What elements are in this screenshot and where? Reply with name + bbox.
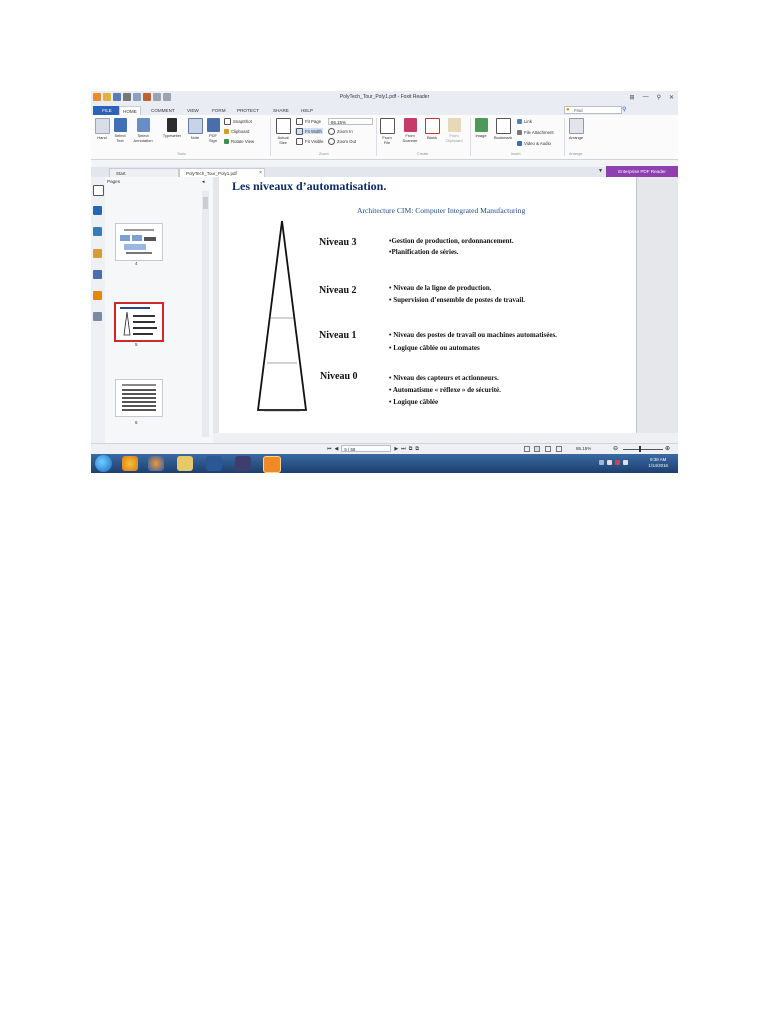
automation-pyramid [253,217,313,417]
group-arrange-label: Arrange [569,152,583,156]
tab-help[interactable]: HELP [301,108,314,113]
select-annotation-button[interactable] [131,118,155,143]
restore-icon[interactable]: ⚲ [656,95,661,101]
foxit-taskbar-icon[interactable] [263,456,281,473]
level-bullet: • Supervision d’ensemble de postes de travail. [389,296,526,304]
image-button[interactable] [473,118,489,139]
level-label: Niveau 3 [319,237,357,248]
clock-date: 1/14/2016 [648,463,668,468]
pdf-sign-label: PDF Sign [208,133,217,143]
fit-visible-icon [296,138,303,145]
chrome-icon[interactable] [122,456,138,471]
note-button[interactable] [188,118,202,141]
select-text-button[interactable] [112,118,128,143]
link-icon [517,119,522,124]
select-text-icon [114,118,127,132]
tray-arrow-icon[interactable] [599,460,604,465]
ribbon-toggle-icon[interactable]: ⊞ [629,95,635,101]
rotate-view-label: Rotate View [231,138,255,144]
hand-button[interactable] [93,118,111,141]
status-zoom-value[interactable]: 86.15% [576,446,592,451]
level-bullet: • Niveau des capteurs et actionneurs. [389,374,499,382]
network-icon[interactable] [615,460,620,465]
actual-size-label: Actual Size [277,135,289,145]
next-page-icon[interactable]: ▶ [394,445,399,452]
single-page-view-icon[interactable] [524,446,530,452]
navigation-panel-icons [91,177,106,443]
group-tools-label: Tools [177,152,186,156]
clipboard-label: Clipboard [231,128,250,134]
word-icon[interactable] [206,456,222,471]
zoom-in-icon[interactable]: ⊕ [665,446,671,452]
tab-file[interactable]: FILE [93,106,121,115]
zoom-out-label: Zoom Out [337,138,357,144]
file-explorer-icon[interactable] [177,456,193,471]
link-button[interactable] [517,118,532,124]
group-zoom-label: Zoom [319,152,329,156]
find-icon: ● [566,107,570,113]
slide-subtitle: Architecture CIM: Computer Integrated Manufacturing [357,206,526,215]
zoom-slider[interactable] [623,449,663,450]
camera-icon [224,118,231,125]
from-clipboard-label: From Clipboard [445,133,463,143]
typewriter-label: Typewriter [162,133,182,138]
system-tray [599,460,628,465]
ribbon-separator [564,118,565,156]
window-controls [630,94,674,101]
level-bullet: • Niveau des postes de travail ou machines automatisées. [389,331,557,339]
close-tab-icon[interactable]: × [259,170,262,176]
level-bullet: •Gestion de production, ordonnancement. [389,237,514,245]
close-icon[interactable]: ✕ [668,95,674,101]
pages-panel-icon[interactable] [93,206,102,215]
typewriter-button[interactable] [159,118,185,139]
hand-label: Hand [97,135,107,140]
fit-page-button[interactable] [296,118,321,124]
zoom-out-icon[interactable]: ⊖ [613,446,619,452]
comments-panel-icon[interactable] [93,227,102,236]
clipboard-icon [224,129,229,134]
firefox-icon[interactable] [148,456,164,471]
snapshot-label: SnapShot [233,118,252,124]
level-bullet: •Planification de séries. [389,248,459,256]
from-scanner-label: From Scanner [402,133,418,143]
arrange-icon [569,118,584,134]
zoom-select[interactable] [328,118,373,125]
first-page-icon[interactable]: ⏮ [327,445,332,452]
enterprise-banner[interactable]: Enterprise PDF Reader [606,166,678,177]
zoom-out-button[interactable] [328,138,356,144]
image-icon [475,118,488,132]
tab-start[interactable]: Start [109,168,179,177]
find-input[interactable] [564,106,622,114]
blank-page-icon [425,118,440,134]
zoom-out-icon [328,138,335,145]
minimize-icon[interactable]: — [642,94,649,100]
level-bullet: • Logique câblée [389,398,439,406]
level-label: Niveau 2 [319,285,357,296]
page-thumbnail[interactable] [115,379,163,417]
thumbnail-page-number: 6 [135,420,138,425]
bookmark-button[interactable] [492,118,514,141]
pages-panel [105,177,214,443]
pages-scrollbar-thumb[interactable] [203,197,208,209]
select-text-label: Select Text [114,133,126,143]
zoom-in-button[interactable] [328,128,353,134]
page-thumbnail[interactable] [115,223,163,261]
page-margin-left [213,177,219,443]
thumbnail-page-number: 5 [135,342,138,347]
group-insert-label: Insert [511,152,521,156]
from-file-icon [380,118,395,134]
pdf-sign-icon [207,118,220,132]
level-label: Niveau 1 [319,330,357,341]
tab-share[interactable]: SHARE [273,108,289,113]
link-label: Link [524,118,532,124]
tab-view[interactable]: VIEW [187,108,199,113]
fit-width-button[interactable] [295,128,323,134]
tab-home[interactable]: HOME [119,106,141,116]
typewriter-icon [167,118,177,132]
pdf-sign-button[interactable] [205,118,221,143]
security-panel-icon[interactable] [93,291,102,300]
bookmark-icon [496,118,511,134]
clock[interactable] [648,457,668,469]
thumbnail-table-icon [116,380,162,416]
paperclip-icon [517,130,522,135]
windows-taskbar [91,454,678,473]
ribbon-tabs [91,105,678,115]
tab-protect[interactable]: PROTECT [237,108,259,113]
pages-scrollbar[interactable] [202,191,209,437]
level-label: Niveau 0 [320,371,358,382]
layers-panel-icon[interactable] [93,249,102,258]
facing-view-icon[interactable] [545,446,551,452]
select-annotation-icon [137,118,150,132]
fit-width-icon [296,128,303,135]
arrange-button[interactable] [567,118,585,141]
bookmark-label: Bookmark [493,135,512,140]
flag-icon[interactable] [607,460,612,465]
rotate-icon [224,139,229,144]
clipboard-button[interactable] [224,128,249,134]
scanner-icon [404,118,417,132]
image-label: Image [475,133,487,138]
tab-form[interactable]: FORM [212,108,226,113]
note-icon [188,118,203,134]
tab-list-dropdown-icon[interactable]: ▼ [598,168,603,174]
thumbnail-diagram-icon [116,224,162,260]
from-clipboard-icon [448,118,461,132]
start-button[interactable] [95,455,112,472]
actual-size-button[interactable] [274,118,292,145]
slide-title: Les niveaux d’automatisation. [232,179,387,193]
fit-page-icon [296,118,303,125]
hand-icon [95,118,110,134]
rotate-view-button[interactable] [224,138,254,144]
from-clipboard-button[interactable] [443,118,465,143]
fit-visible-label: Fit Visible [305,138,324,144]
fit-width-label: Fit Width [305,128,322,134]
blank-button[interactable] [424,118,440,141]
tab-document[interactable] [179,168,265,177]
foxit-reader-screenshot [91,91,678,473]
fit-page-label: Fit Page [305,118,322,124]
video-audio-button[interactable] [517,140,551,146]
continuous-view-icon[interactable] [534,446,540,452]
document-tab-bar [91,167,678,177]
from-file-label: From File [382,135,392,145]
ribbon-separator [376,118,377,156]
zoom-value: 86.15% [331,120,346,125]
winrar-icon[interactable] [235,456,251,471]
from-scanner-button[interactable] [399,118,421,143]
tab-comment[interactable]: COMMENT [151,108,175,113]
previous-page-icon[interactable]: ◀ [334,445,339,452]
file-attachment-label: File Attachment [524,129,554,135]
thumbnail-pyramid-icon [116,304,162,340]
zoom-in-label: Zoom In [337,128,353,134]
previous-view-icon[interactable]: ⧉ [408,445,413,452]
ribbon-separator [270,118,271,156]
actual-size-icon [276,118,291,134]
document-tab-label: PolyTech_Tour_Poly1.pdf [186,171,237,176]
find-placeholder: Find [574,108,583,113]
document-horizontal-scrollbar[interactable] [213,433,678,443]
arrange-label: Arrange [568,135,584,140]
next-view-icon[interactable]: ⧉ [415,445,419,452]
last-page-icon[interactable]: ⏭ [401,445,406,452]
pages-panel-title: Pages [107,179,121,184]
title-bar [91,91,678,105]
fit-visible-button[interactable] [296,138,324,144]
group-create-label: Create [417,152,429,156]
note-label: Note [190,135,200,140]
video-audio-label: Video & Audio [524,140,551,146]
attachments-panel-icon[interactable] [93,270,102,279]
from-file-button[interactable] [379,118,395,145]
pyramid-outline [258,221,306,410]
page-number-value: 5 / 58 [344,447,356,452]
thumbnail-page-number: 4 [135,261,138,266]
ribbon [91,115,678,160]
blank-label: Blank [426,135,437,140]
level-bullet: • Logique câblée ou automates [389,344,480,352]
continuous-facing-view-icon[interactable] [556,446,562,452]
ribbon-separator [470,118,471,156]
file-attachment-button[interactable] [517,129,554,135]
zoom-in-icon [328,128,335,135]
clock-time: 9:38 AM [650,457,667,462]
signature-panel-icon[interactable] [93,312,102,321]
level-bullet: • Automatisme « réflexe » de sécurité. [389,386,501,394]
collapse-panel-icon[interactable]: ◂ [202,179,205,185]
snapshot-button[interactable] [224,118,252,124]
level-bullet: • Niveau de la ligne de production. [389,284,492,292]
window-title: PolyTech_Tour_Poly1.pdf - Foxit Reader [339,94,430,100]
page-navigation [327,445,419,452]
page-thumbnail-selected[interactable] [115,303,163,341]
select-annotation-label: Select Annotation [133,133,153,143]
search-icon[interactable]: ⚲ [622,107,627,113]
zoom-slider-handle[interactable] [639,446,641,452]
bookmarks-panel-icon[interactable] [93,185,104,196]
page-margin-right [636,177,678,443]
document-view[interactable] [213,177,678,443]
page-number-input[interactable] [341,445,391,452]
volume-icon[interactable] [623,460,628,465]
video-icon [517,141,522,146]
